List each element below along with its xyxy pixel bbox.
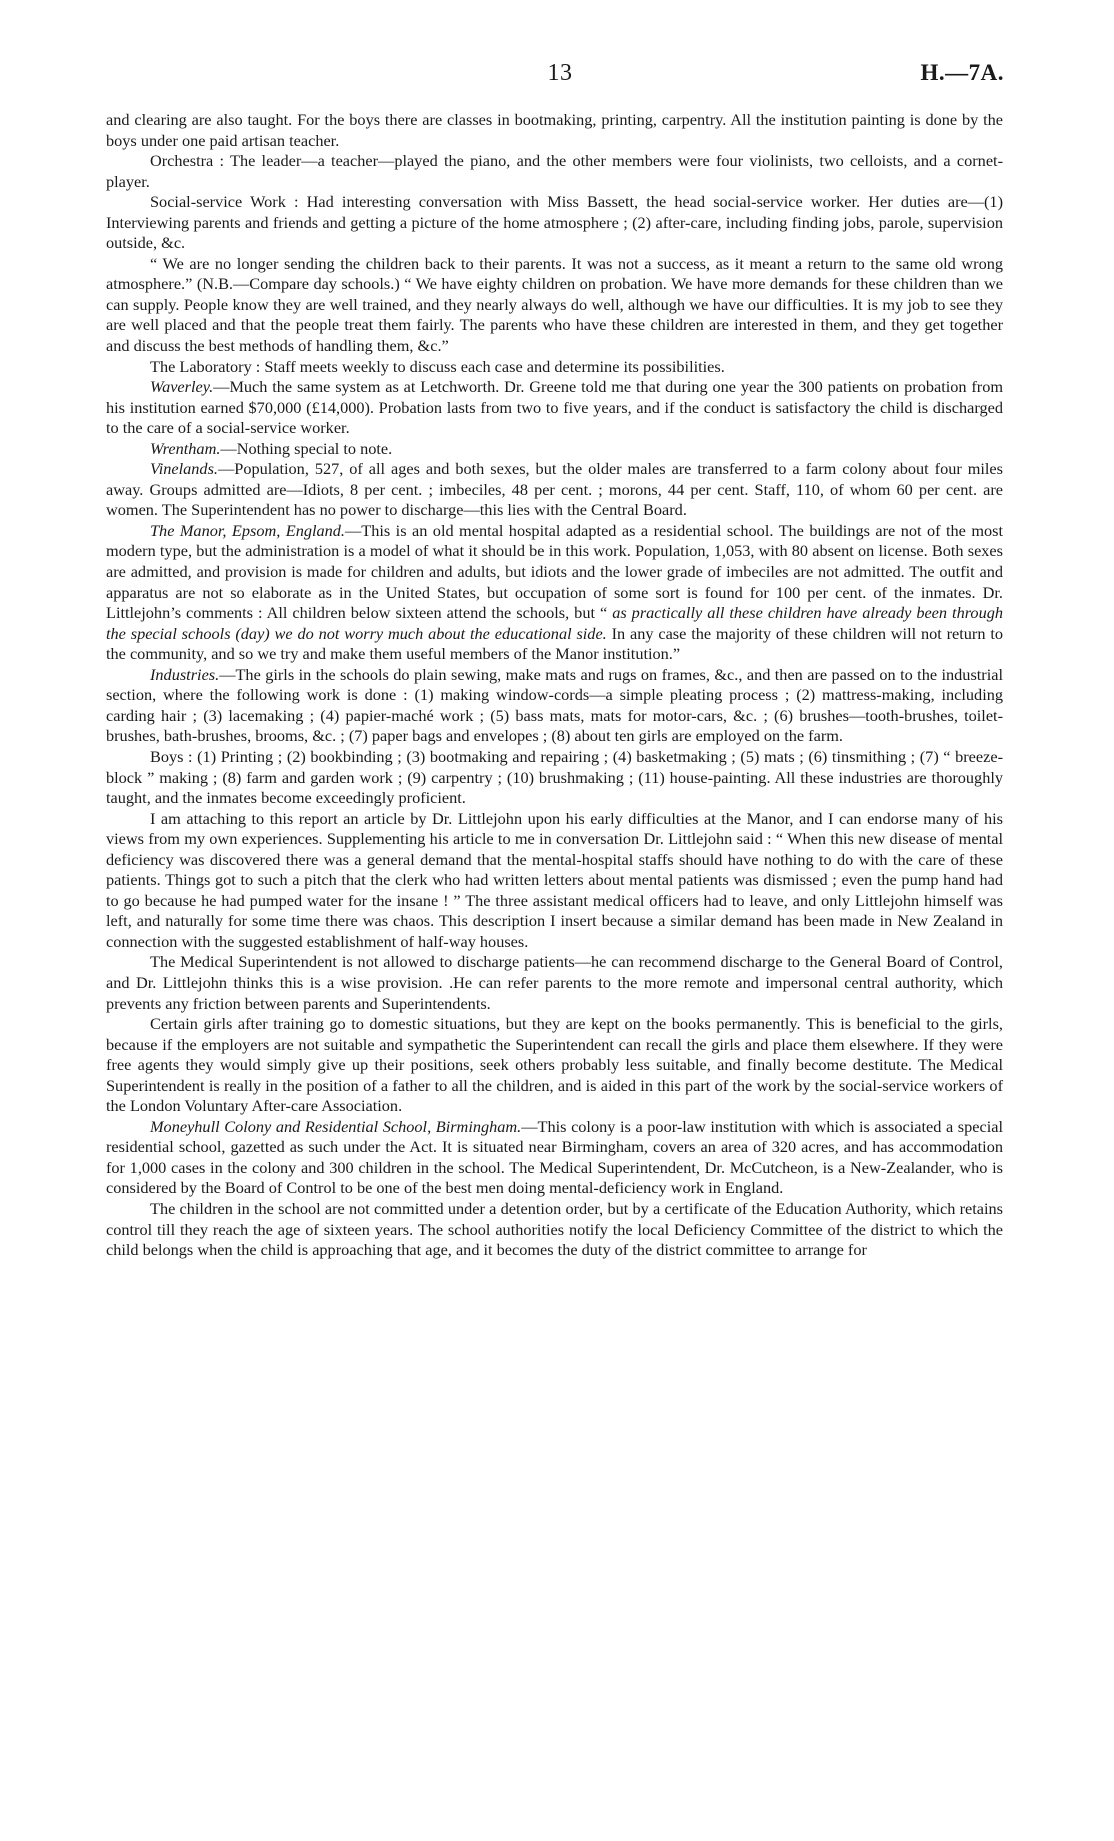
paragraph: Industries.—The girls in the schools do plain sewing, make mats and rugs on frames, &c., and then are passed on to the industrial section, where the following work is done : (1) making window-cords—a simple pleating process ; (2) mattress-making, including carding hair ; (3) lacemaking ; (4) papier-maché work ; (5) bass mats, mats for motor-cars, &c. ; (6) brushes—tooth-brushes, toilet-brushes, bath-brushes, brooms, &c. ; (7) paper bags and envelopes ; (8) about ten girls are employed on the farm. — [106, 664, 1003, 746]
paragraph: and clearing are also taught. For the boys there are classes in bootmaking, printing, carpentry. All the institution painting is done by the boys under one paid artisan teacher. — [106, 110, 1003, 150]
body-text — [106, 110, 1003, 1261]
page-header — [0, 60, 1114, 90]
paragraph: The children in the school are not committed under a detention order, but by a certificate of the Education Authority, which retains control till they reach the age of sixteen years. The school authorities notify the local Deficiency Committee of the district to which the child belongs when the child is approaching that age, and it becomes the duty of the district committee to arrange for — [106, 1198, 1003, 1260]
paragraph: Social-service Work : Had interesting conversation with Miss Bassett, the head social-service worker. Her duties are—(1) Interviewing parents and friends and getting a picture of the home atmosphere ; (2) after-care, including finding jobs, parole, supervision outside, &c. — [106, 192, 1003, 253]
paragraph: The Manor, Epsom, England.—This is an old mental hospital adapted as a residential school. The buildings are not of the most modern type, but the administration is a model of what it should be in this work. Population, 1,053, with 80 absent on license. Both sexes are admitted, and provision is made for children and adults, but idiots and the lower grade of imbeciles are not admitted. The outfit and apparatus are not so elaborate as in the United States, but occupation of some sort is found for 100 per cent. of the inmates. Dr. Littlejohn’s comments : All children below sixteen attend the schools, but “ as practically all these children have already been through the special schools (day) we do not worry much about the educational side. In any case the majority of these children will not return to the community, and so we try and make them useful members of the Manor institution.” — [106, 520, 1003, 664]
paragraph: Moneyhull Colony and Residential School, Birmingham.—This colony is a poor-law institution with which is associated a special residential school, gazetted as such under the Act. It is situated near Birmingham, covers an area of 320 acres, and has accommodation for 1,000 cases in the colony and 300 children in the school. The Medical Superintendent, Dr. McCutcheon, is a New-Zealander, who is considered by the Board of Control to be one of the best men doing mental-deficiency work in England. — [106, 1116, 1003, 1198]
paragraph: I am attaching to this report an article by Dr. Littlejohn upon his early difficulties at the Manor, and I can endorse many of his views from my own experiences. Supplementing his article to me in conversation Dr. Littlejohn said : “ When this new disease of mental deficiency was discovered there was a general demand that the mental-hospital staffs should have nothing to do with the care of these patients. Things got to such a pitch that the clerk who had written letters about mental patients was dismissed ; even the pump hand had to go because he had pumped water for the insane ! ” The three assistant medical officers had to leave, and only Littlejohn himself was left, and naturally for some time there was chaos. This description I insert because a similar demand has been made in New Zealand in connection with the suggested establishment of half-way houses. — [106, 808, 1003, 951]
paragraph: Wrentham.—Nothing special to note. — [150, 438, 393, 458]
paragraph: The Medical Superintendent is not allowed to discharge patients—he can recommend discharge to the General Board of Control, and Dr. Littlejohn thinks this is a wise provision. .He can refer parents to the more remote and impersonal central authority, which prevents any friction between parents and Superintendents. — [106, 952, 1003, 1013]
paragraph: Boys : (1) Printing ; (2) bookbinding ; (3) bootmaking and repairing ; (4) basketmaking ; (5) mats ; (6) tinsmithing ; (7) “ breeze-block ” making ; (8) farm and garden work ; (9) carpentry ; (10) brushmaking ; (11) house-painting. All these industries are thoroughly taught, and the inmates become exceedingly proficient. — [106, 746, 1003, 808]
document-code: H.—7A. — [920, 60, 1004, 85]
paragraph: Certain girls after training go to domestic situations, but they are kept on the books permanently. This is beneficial to the girls, because if the employers are not suitable and sympathetic the Superintendent can recall the girls and place them elsewhere. If they were free agents they would simply give up their positions, seek others probably less suitable, and finally become destitute. The Medical Superintendent is really in the position of a father to all the children, and is aided in this part of the work by the social-service workers of the London Voluntary After-care Association. — [106, 1014, 1003, 1116]
page-number: 13 — [547, 60, 573, 86]
paragraph: Waverley.—Much the same system as at Letchworth. Dr. Greene told me that during one year the 300 patients on probation from his institution earned $70,000 (£14,000). Probation lasts from two to five years, and if the conduct is satisfactory the child is discharged to the care of a social-service worker. — [106, 377, 1003, 438]
paragraph: The Laboratory : Staff meets weekly to discuss each case and determine its possibilities. — [150, 356, 725, 376]
paragraph: Orchestra : The leader—a teacher—played the piano, and the other members were four violinists, two celloists, and a cornet-player. — [106, 151, 1003, 191]
paragraph: Vinelands.—Population, 527, of all ages and both sexes, but the older males are transferred to a farm colony about four miles away. Groups admitted are—Idiots, 8 per cent. ; imbeciles, 48 per cent. ; morons, 44 per cent. Staff, 110, of whom 60 per cent. are women. The Superintendent has no power to discharge—this lies with the Central Board. — [106, 459, 1003, 520]
paragraph: “ We are no longer sending the children back to their parents. It was not a success, as it meant a return to the same old wrong atmosphere.” (N.B.—Compare day schools.) “ We have eighty children on probation. We have more demands for these children than we can supply. People know they are well trained, and they nearly always do well, although we have our difficulties. It is my job to see they are well placed and that the people treat them fairly. The parents who have these children are interested in them, and they get together and discuss the best methods of handling them, &c.” — [106, 253, 1003, 356]
